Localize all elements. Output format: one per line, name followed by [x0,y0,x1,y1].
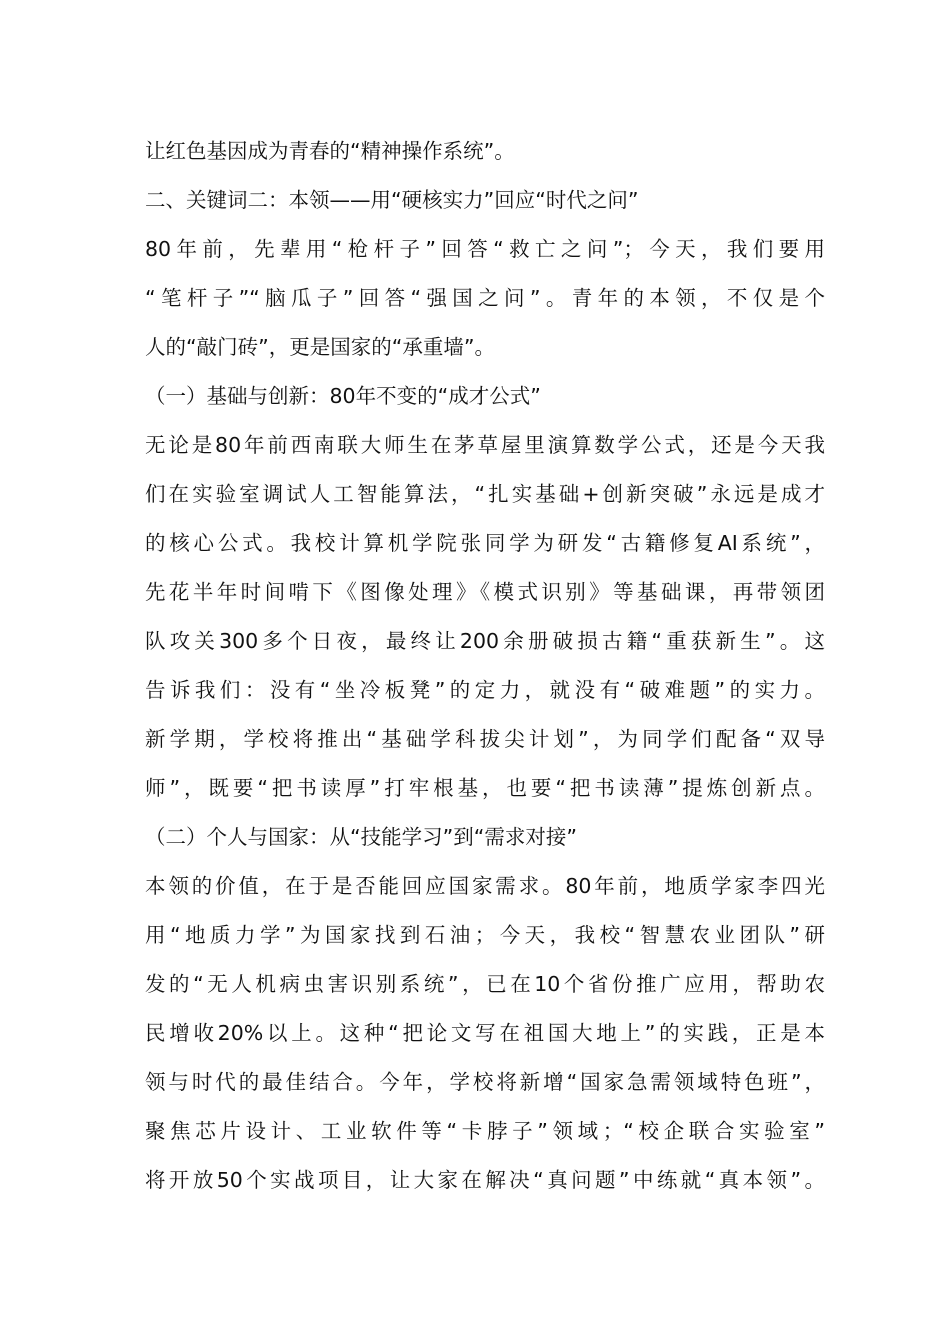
text-line: “笔杆子”“脑瓜子”回答“强国之问”。青年的本领，不仅是个 [145,286,825,310]
text-line: 发的“无人机病虫害识别系统”，已在10个省份推广应用，帮助农 [145,972,825,996]
section-heading: 二、关键词二：本领——用“硬核实力”回应“时代之问” [145,188,639,212]
subsection-heading: （二）个人与国家：从“技能学习”到“需求对接” [145,825,577,849]
text-line: 民增收20%以上。这种“把论文写在祖国大地上”的实践，正是本 [145,1021,825,1045]
text-line: 本领的价值，在于是否能回应国家需求。80年前，地质学家李四光 [145,874,825,898]
text-line: 将开放50个实战项目，让大家在解决“真问题”中练就“真本领”。 [145,1168,825,1192]
text-line: 的核心公式。我校计算机学院张同学为研发“古籍修复AI系统”， [145,531,825,555]
document-body [145,127,825,1205]
text-line: 们在实验室调试人工智能算法，“扎实基础+创新突破”永远是成才 [145,482,825,506]
text-line: 80年前，先辈用“枪杆子”回答“救亡之问”；今天，我们要用 [145,237,825,261]
text-line: 无论是80年前西南联大师生在茅草屋里演算数学公式，还是今天我 [145,433,825,457]
text-line: 领与时代的最佳结合。今年，学校将新增“国家急需领域特色班”， [145,1070,825,1094]
text-line: 新学期，学校将推出“基础学科拔尖计划”，为同学们配备“双导 [145,727,825,751]
text-line: 先花半年时间啃下《图像处理》《模式识别》等基础课，再带领团 [145,580,825,604]
text-line: 用“地质力学”为国家找到石油；今天，我校“智慧农业团队”研 [145,923,825,947]
text-line: 告诉我们：没有“坐冷板凳”的定力，就没有“破难题”的实力。 [145,678,825,702]
text-line: 聚焦芯片设计、工业软件等“卡脖子”领域；“校企联合实验室” [145,1119,825,1143]
subsection-heading: （一）基础与创新：80年不变的“成才公式” [145,384,541,408]
text-line: 队攻关300多个日夜，最终让200余册破损古籍“重获新生”。这 [145,629,825,653]
text-line: 人的“敲门砖”，更是国家的“承重墙”。 [145,335,495,359]
text-line: 让红色基因成为青春的“精神操作系统”。 [145,139,515,163]
text-line: 师”，既要“把书读厚”打牢根基，也要“把书读薄”提炼创新点。 [145,776,825,800]
